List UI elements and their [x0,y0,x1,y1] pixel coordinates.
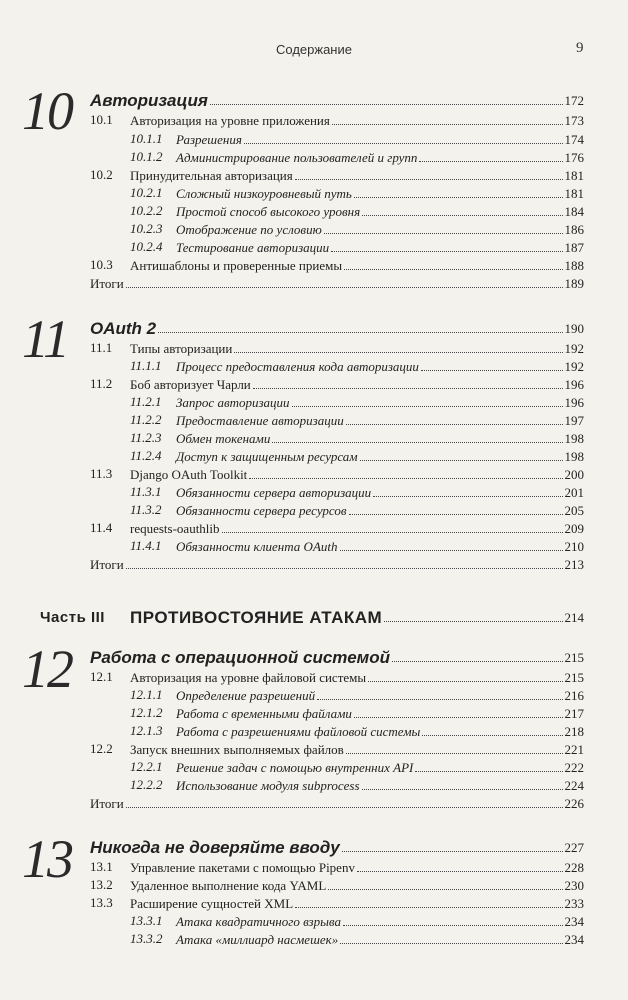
subsection-title: Простой способ высокого уровня [176,204,361,219]
toc-subentry[interactable] [130,429,584,447]
leader-dots [422,735,562,736]
section-title: Итоги [90,557,124,572]
leader-dots [354,197,563,198]
toc-subentry[interactable] [130,447,584,465]
chapter-title: Авторизация [90,91,208,110]
leader-dots [343,925,563,926]
subsection-number: 10.2.3 [130,221,163,236]
leader-dots [210,104,563,105]
section-page: 228 [564,860,584,875]
leader-dots [126,807,563,808]
leader-dots [360,460,563,461]
subsection-number: 11.4.1 [130,538,162,553]
subsection-title: Тестирование авторизации [176,240,330,255]
section-title: Авторизация на уровне приложения [130,113,330,128]
subsection-page: 181 [564,186,584,201]
subsection-page: 210 [564,539,584,554]
toc-entry[interactable] [90,111,584,129]
section-page: 188 [564,258,584,273]
section-number: 10.3 [90,257,113,272]
leader-dots [421,370,563,371]
section-title: Расширение сущностей XML [130,896,294,911]
section-page: 215 [564,670,584,685]
section-page: 181 [564,168,584,183]
subsection-title: Работа с разрешениями файловой системы [176,724,421,739]
part-entry[interactable] [40,604,584,626]
toc-subentry[interactable] [130,483,584,501]
toc-entry[interactable] [90,668,584,686]
toc-subentry[interactable] [130,686,584,704]
leader-dots [349,514,563,515]
toc-subentry[interactable] [130,130,584,148]
chapter-page: 172 [564,93,584,108]
toc-entry[interactable] [90,274,584,292]
chapter-number: 13 [22,829,72,889]
subsection-title: Администрирование пользователей и групп [176,150,418,165]
leader-dots [272,442,562,443]
leader-dots [340,943,562,944]
leader-dots [126,287,563,288]
subsection-number: 11.1.1 [130,358,162,373]
section-number: 13.2 [90,877,113,892]
toc-subentry[interactable] [130,912,584,930]
subsection-title: Обязанности сервера ресурсов [176,503,347,518]
subsection-number: 11.2.1 [130,394,162,409]
toc-subentry[interactable] [130,411,584,429]
subsection-page: 192 [564,359,584,374]
leader-dots [392,661,563,662]
subsection-title: Отображение по условию [176,222,322,237]
chapter-page: 190 [564,321,584,336]
toc-subentry[interactable] [130,704,584,722]
section-title: Управление пакетами с помощью Pipenv [130,860,355,875]
subsection-page: 216 [564,688,584,703]
subsection-title: Разрешения [176,132,242,147]
toc-subentry[interactable] [130,930,584,948]
toc-entry[interactable] [90,794,584,812]
toc-subentry[interactable] [130,537,584,555]
running-header: Содержание [276,42,352,57]
chapter-title: OAuth 2 [90,319,157,338]
section-page: 230 [564,878,584,893]
toc-entry[interactable] [90,876,584,894]
toc-entry[interactable] [90,166,584,184]
toc-entry[interactable] [90,256,584,274]
section-title: Запуск внешних выполняемых файлов [130,742,344,757]
part-label: Часть III [40,609,105,626]
section-page: 233 [564,896,584,911]
subsection-page: 224 [564,778,584,793]
subsection-title: Запрос авторизации [176,395,290,410]
section-page: 226 [564,796,584,811]
subsection-page: 198 [564,449,584,464]
toc-subentry[interactable] [130,776,584,794]
leader-dots [415,771,562,772]
section-number: 10.1 [90,112,113,127]
subsection-title: Доступ к защищенным ресурсам [176,449,358,464]
toc-entry[interactable] [90,339,584,357]
subsection-title: Работа с временными файлами [176,706,352,721]
toc-subentry[interactable] [130,184,584,202]
section-page: 189 [564,276,584,291]
subsection-title: Обмен токенами [176,431,271,446]
leader-dots [324,233,563,234]
leader-dots [292,406,563,407]
toc-subentry[interactable] [130,501,584,519]
leader-dots [340,550,563,551]
subsection-page: 198 [564,431,584,446]
toc-entry[interactable] [90,894,584,912]
leader-dots [244,143,563,144]
toc-subentry[interactable] [130,238,584,256]
chapter-entry[interactable] [90,834,584,856]
chapter-number: 10 [22,81,72,141]
subsection-title: Атака «миллиард насмешек» [176,932,339,947]
leader-dots [234,352,562,353]
section-title: Итоги [90,796,124,811]
leader-dots [368,681,562,682]
toc-subentry[interactable] [130,202,584,220]
section-number: 11.2 [90,376,113,391]
leader-dots [328,889,562,890]
leader-dots [249,478,562,479]
section-number: 13.3 [90,895,113,910]
subsection-page: 186 [564,222,584,237]
chapter-page: 227 [564,840,584,855]
subsection-title: Предоставление авторизации [176,413,344,428]
leader-dots [373,496,562,497]
leader-dots [346,753,563,754]
toc-entry[interactable] [90,519,584,537]
section-title: Антишаблоны и проверенные приемы [130,258,343,273]
leader-dots [362,215,562,216]
chapter-entry[interactable] [90,644,584,666]
subsection-title: Решение задач с помощью внутренних API [176,760,414,775]
subsection-title: Атака квадратичного взрыва [176,914,341,929]
section-number: 12.1 [90,669,113,684]
leader-dots [158,332,562,333]
section-page: 213 [564,557,584,572]
subsection-page: 184 [564,204,584,219]
section-number: 10.2 [90,167,113,182]
subsection-number: 11.3.2 [130,502,162,517]
subsection-number: 12.1.1 [130,687,163,702]
chapter-entry[interactable] [90,315,584,337]
subsection-page: 217 [564,706,584,721]
subsection-number: 12.1.3 [130,723,163,738]
subsection-title: Обязанности сервера авторизации [176,485,372,500]
leader-dots [317,699,562,700]
subsection-page: 205 [564,503,584,518]
toc-entry[interactable] [90,858,584,876]
subsection-title: Процесс предоставления кода авторизации [176,359,419,374]
section-page: 173 [564,113,584,128]
subsection-number: 11.2.2 [130,412,162,427]
section-page: 209 [564,521,584,536]
toc-entry[interactable] [90,740,584,758]
subsection-number: 11.2.4 [130,448,162,463]
chapter-title: Работа с операционной системой [90,648,390,667]
section-page: 221 [564,742,584,757]
subsection-title: Обязанности клиента OAuth [176,539,338,554]
chapter-entry[interactable] [90,87,584,109]
leader-dots [346,424,563,425]
leader-dots [362,789,563,790]
section-number: 12.2 [90,741,113,756]
section-title: Боб авторизует Чарли [130,377,251,392]
subsection-number: 10.2.2 [130,203,163,218]
section-number: 11.3 [90,466,113,481]
section-number: 11.1 [90,340,113,355]
subsection-number: 11.2.3 [130,430,162,445]
toc-subentry[interactable] [130,393,584,411]
subsection-number: 10.1.1 [130,131,163,146]
chapter-number: 12 [22,639,72,699]
toc-entry[interactable] [90,375,584,393]
toc-subentry[interactable] [130,758,584,776]
chapter-title: Никогда не доверяйте вводу [90,838,340,857]
toc-subentry[interactable] [130,148,584,166]
subsection-number: 13.3.1 [130,913,163,928]
leader-dots [419,161,562,162]
section-page: 200 [564,467,584,482]
leader-dots [222,532,563,533]
section-title: Django OAuth Toolkit [130,467,248,482]
section-title: Удаленное выполнение кода YAML [130,878,327,893]
subsection-page: 176 [564,150,584,165]
toc-subentry[interactable] [130,357,584,375]
subsection-page: 187 [564,240,584,255]
subsection-page: 234 [564,932,584,947]
chapter-page: 215 [564,650,584,665]
subsection-page: 174 [564,132,584,147]
leader-dots [331,251,562,252]
subsection-number: 13.3.2 [130,931,163,946]
section-title: Авторизация на уровне файловой системы [130,670,367,685]
part-title: ПРОТИВОСТОЯНИЕ АТАКАМ [130,608,383,627]
leader-dots [295,907,562,908]
subsection-number: 12.2.1 [130,759,163,774]
section-title: Принудительная авторизация [130,168,293,183]
toc-subentry[interactable] [130,220,584,238]
subsection-number: 10.1.2 [130,149,163,164]
chapter-number: 11 [22,309,68,369]
leader-dots [295,179,563,180]
subsection-title: Определение разрешений [176,688,316,703]
subsection-number: 12.2.2 [130,777,163,792]
section-title: requests-oauthlib [130,521,220,536]
part-page: 214 [564,610,584,625]
subsection-page: 201 [564,485,584,500]
leader-dots [126,568,563,569]
subsection-page: 234 [564,914,584,929]
leader-dots [253,388,563,389]
leader-dots [357,871,563,872]
toc-entry[interactable] [90,465,584,483]
subsection-page: 196 [564,395,584,410]
toc-entry[interactable] [90,555,584,573]
leader-dots [384,621,562,622]
subsection-title: Использование модуля subprocess [176,778,360,793]
subsection-number: 12.1.2 [130,705,163,720]
leader-dots [354,717,563,718]
subsection-title: Сложный низкоуровневый путь [176,186,352,201]
section-page: 196 [564,377,584,392]
section-title: Типы авторизации [130,341,233,356]
section-number: 13.1 [90,859,113,874]
section-page: 192 [564,341,584,356]
subsection-number: 10.2.1 [130,185,163,200]
page-number: 9 [576,40,584,56]
subsection-number: 10.2.4 [130,239,163,254]
toc-subentry[interactable] [130,722,584,740]
subsection-page: 222 [564,760,584,775]
subsection-number: 11.3.1 [130,484,162,499]
leader-dots [342,851,563,852]
leader-dots [332,124,563,125]
leader-dots [344,269,562,270]
subsection-page: 197 [564,413,584,428]
subsection-page: 218 [564,724,584,739]
section-title: Итоги [90,276,124,291]
section-number: 11.4 [90,520,113,535]
